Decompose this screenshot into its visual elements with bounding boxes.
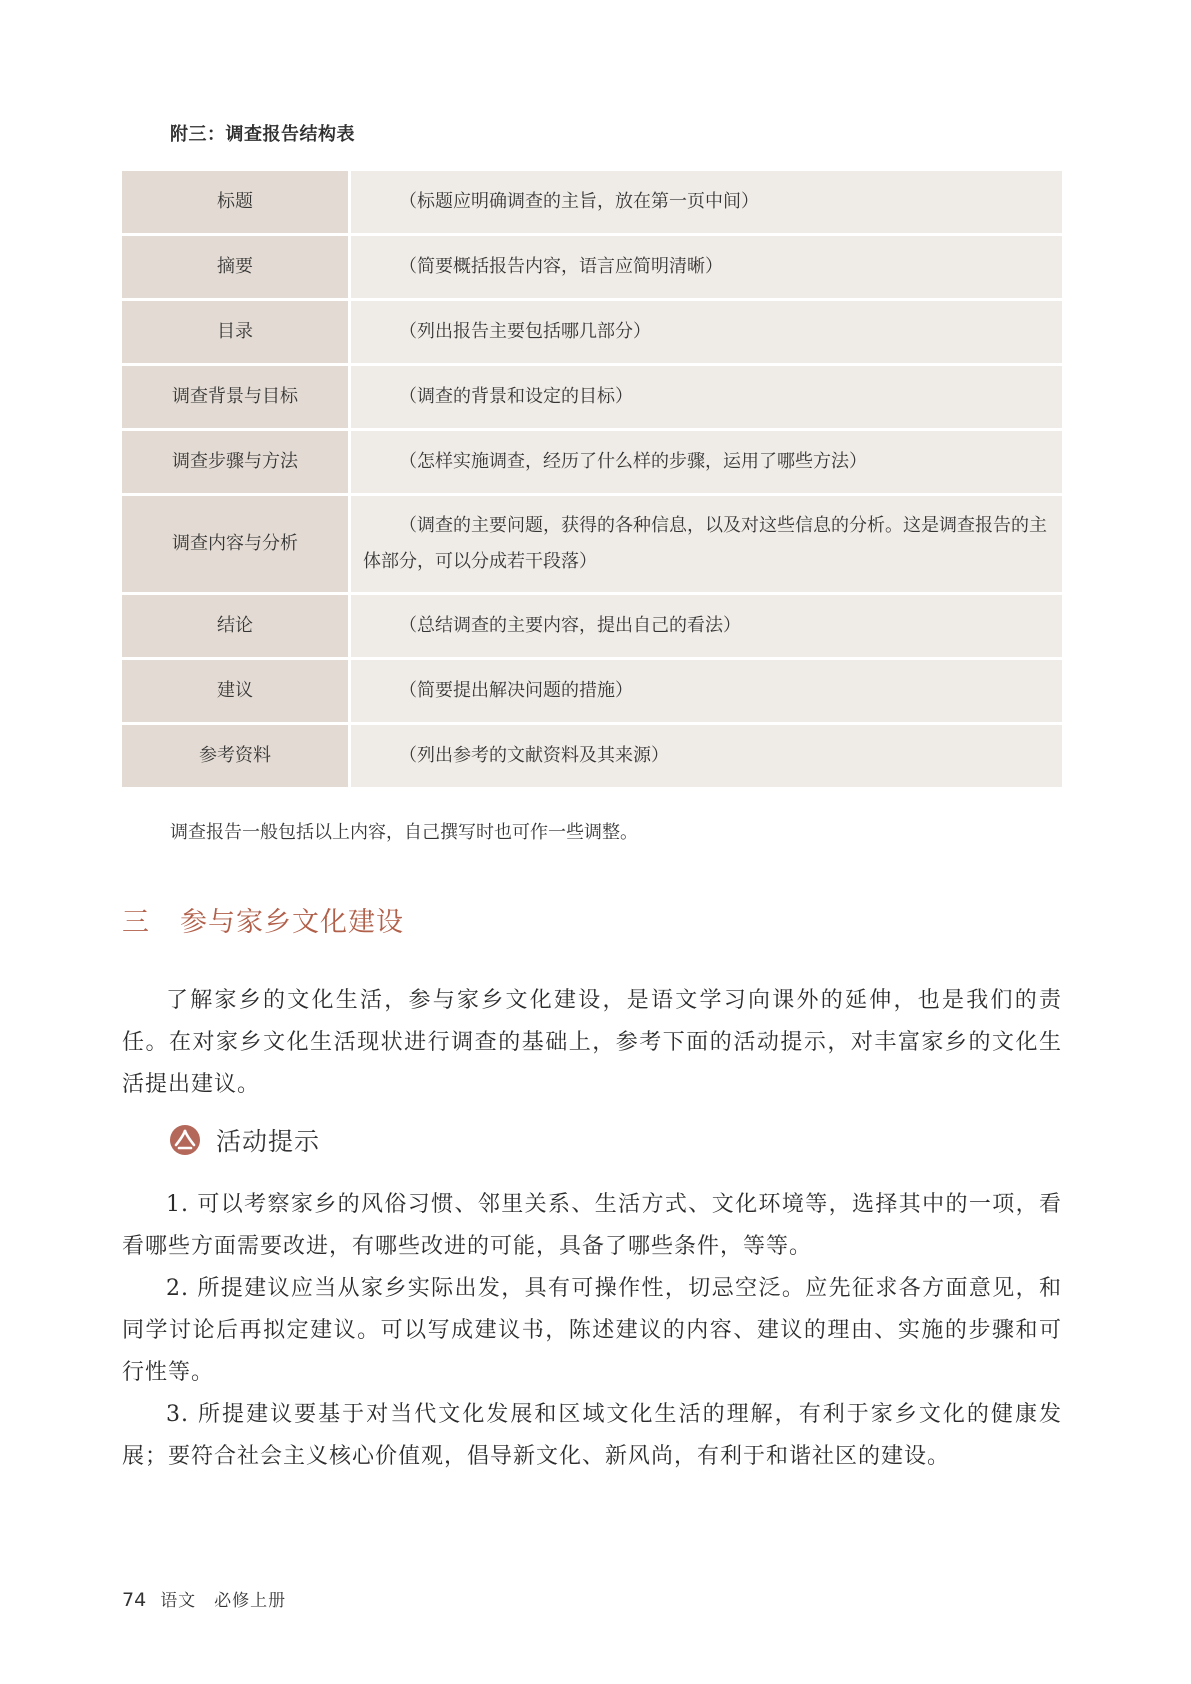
row-description bbox=[350, 365, 1063, 430]
table-row bbox=[122, 594, 1062, 659]
row-description-text: （列出报告主要包括哪几部分） bbox=[399, 321, 651, 342]
row-label: 参考资料 bbox=[122, 724, 350, 789]
table-row bbox=[122, 365, 1062, 430]
activity-tips bbox=[122, 1184, 1062, 1478]
row-label: 调查背景与目标 bbox=[122, 365, 350, 430]
tip-item: 1. 可以考察家乡的风俗习惯、邻里关系、生活方式、文化环境等，选择其中的一项，看看哪些方面需要改进，有哪些改进的可能，具备了哪些条件，等等。 bbox=[122, 1192, 1062, 1259]
table-row bbox=[122, 430, 1062, 495]
row-description bbox=[350, 724, 1063, 789]
row-label: 标题 bbox=[122, 170, 350, 235]
book-title: 语文 必修上册 bbox=[160, 1591, 287, 1611]
row-description-text: （总结调查的主要内容，提出自己的看法） bbox=[399, 615, 741, 636]
table-note: 调查报告一般包括以上内容，自己撰写时也可作一些调整。 bbox=[170, 822, 638, 843]
row-description-text: （简要提出解决问题的措施） bbox=[399, 680, 633, 701]
row-description bbox=[350, 300, 1063, 365]
table-row bbox=[122, 235, 1062, 300]
row-description bbox=[350, 170, 1063, 235]
intro-paragraph: 了解家乡的文化生活，参与家乡文化建设，是语文学习向课外的延伸，也是我们的责任。在对家乡文化生活现状进行调查的基础上，参考下面的活动提示，对丰富家乡的文化生活提出建议。 bbox=[122, 988, 1062, 1097]
page-number: 74 bbox=[122, 1589, 147, 1611]
page-footer bbox=[122, 1586, 286, 1611]
row-description bbox=[350, 659, 1063, 724]
section-number: 三 bbox=[122, 907, 150, 938]
activity-heading bbox=[170, 1122, 320, 1158]
row-description-text: （简要概括报告内容，语言应简明清晰） bbox=[399, 256, 723, 277]
row-label: 调查内容与分析 bbox=[122, 495, 350, 594]
row-label: 结论 bbox=[122, 594, 350, 659]
row-description bbox=[350, 430, 1063, 495]
tip-item: 2. 所提建议应当从家乡实际出发，具有可操作性，切忌空泛。应先征求各方面意见，和同学讨论后再拟定建议。可以写成建议书，陈述建议的内容、建议的理由、实施的步骤和可行性等。 bbox=[122, 1276, 1062, 1385]
tip-item: 3. 所提建议要基于对当代文化发展和区域文化生活的理解，有利于家乡文化的健康发展；要符合社会主义核心价值观，倡导新文化、新风尚，有利于和谐社区的建设。 bbox=[122, 1402, 1062, 1469]
table-row bbox=[122, 495, 1062, 594]
report-structure-table bbox=[122, 168, 1062, 790]
people-icon bbox=[170, 1125, 200, 1155]
row-description-text: （调查的背景和设定的目标） bbox=[399, 386, 633, 407]
table-row bbox=[122, 300, 1062, 365]
row-label: 目录 bbox=[122, 300, 350, 365]
row-description-text: （列出参考的文献资料及其来源） bbox=[399, 745, 669, 766]
row-label: 建议 bbox=[122, 659, 350, 724]
row-description bbox=[350, 594, 1063, 659]
table-row bbox=[122, 724, 1062, 789]
table-row bbox=[122, 659, 1062, 724]
table-row bbox=[122, 170, 1062, 235]
appendix-title: 附三：调查报告结构表 bbox=[170, 124, 355, 145]
row-description bbox=[350, 235, 1063, 300]
activity-heading-label: 活动提示 bbox=[216, 1127, 321, 1156]
section-heading bbox=[122, 900, 404, 939]
section-title: 参与家乡文化建设 bbox=[180, 907, 404, 938]
row-description bbox=[350, 495, 1063, 594]
row-description-text: （标题应明确调查的主旨，放在第一页中间） bbox=[399, 191, 759, 212]
intro-paragraph-block bbox=[122, 980, 1062, 1106]
row-label: 摘要 bbox=[122, 235, 350, 300]
row-description-text: （怎样实施调查，经历了什么样的步骤，运用了哪些方法） bbox=[399, 451, 867, 472]
row-description-text: （调查的主要问题，获得的各种信息，以及对这些信息的分析。这是调查报告的主体部分，可以分成若干段落） bbox=[363, 515, 1047, 572]
row-label: 调查步骤与方法 bbox=[122, 430, 350, 495]
